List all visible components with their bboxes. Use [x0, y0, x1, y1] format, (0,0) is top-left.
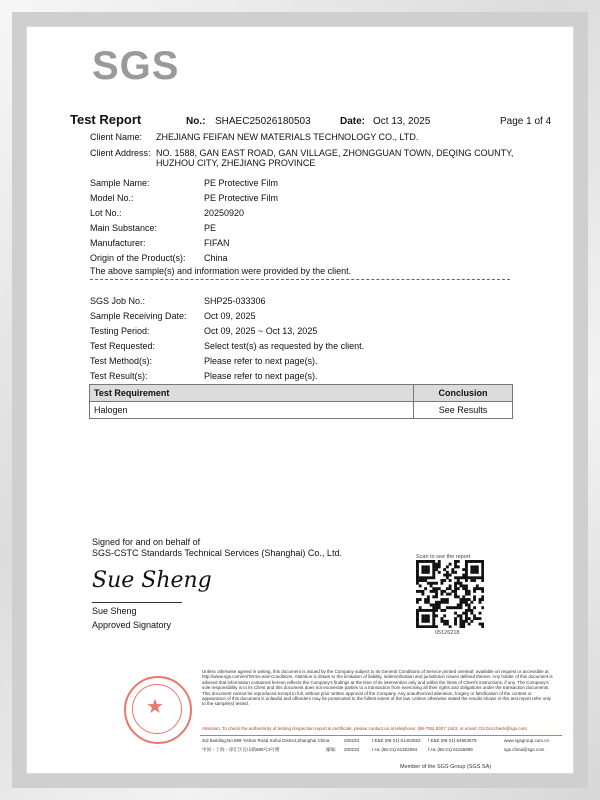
job-field-value: Please refer to next page(s).: [204, 371, 318, 381]
table-cell-conclusion: See Results: [414, 402, 513, 419]
website: www.sgsgroup.com.cn: [504, 738, 550, 743]
address-en: 3rd Building,No.889 Yishan Road Xuhui District,Shanghai China: [202, 738, 330, 743]
sample-field-label: Model No.:: [90, 193, 134, 203]
sample-field-label: Sample Name:: [90, 178, 150, 188]
table-cell-requirement: Halogen: [90, 402, 414, 419]
sgs-logo: SGS: [92, 44, 180, 88]
sample-note: The above sample(s) and information were provided by the client.: [90, 266, 352, 276]
signatory-name: Sue Sheng: [92, 606, 137, 616]
sample-field-label: Manufacturer:: [90, 238, 146, 248]
footer-rule: [200, 735, 562, 736]
qr-code-number: 05126218: [435, 630, 460, 636]
sample-field-label: Lot No.:: [90, 208, 122, 218]
sample-field-value: PE Protective Film: [204, 178, 279, 188]
job-field-value: Select test(s) as requested by the client.: [204, 341, 365, 351]
qr-caption: Scan to see the report: [416, 554, 471, 560]
divider: [90, 279, 510, 280]
address-cn: 中国・上海・徐汇区宜山路889号3号楼: [202, 747, 280, 752]
signatory-title: Approved Signatory: [92, 620, 172, 630]
job-field-label: Sample Receiving Date:: [90, 311, 187, 321]
fax-ee: f E&E (86-21) 64953679: [428, 738, 477, 743]
tel-ee: t E&E (86-21) 61402553: [372, 738, 421, 743]
star-icon: ★: [146, 696, 164, 718]
signed-company-line: SGS-CSTC Standards Technical Services (Shanghai) Co., Ltd.: [92, 548, 342, 558]
handwritten-signature: Sue Sheng: [92, 568, 212, 593]
fax-hl: f HL (86-21) 61156899: [428, 747, 473, 752]
test-requirement-table: [89, 384, 513, 419]
signature-line: [92, 602, 182, 603]
job-field-value: Oct 09, 2025 ~ Oct 13, 2025: [204, 326, 318, 336]
sample-field-value: FIFAN: [204, 238, 230, 248]
job-field-value: Please refer to next page(s).: [204, 356, 318, 366]
sample-field-value: China: [204, 253, 228, 263]
job-field-label: Testing Period:: [90, 326, 150, 336]
report-page: [26, 26, 574, 774]
qr-code-graphic: [416, 560, 484, 628]
client-name-label: Client Name:: [90, 132, 143, 142]
job-field-value: Oct 09, 2025: [204, 311, 256, 321]
client-address-label: Client Address:: [90, 148, 151, 158]
table-row: [90, 402, 513, 419]
table-header-conclusion: Conclusion: [414, 385, 513, 402]
sample-field-label: Main Substance:: [90, 223, 158, 233]
terms-fine-print: Unless otherwise agreed in writing, this document is issued by the Company subject to its General Conditions of Service printed overleaf, available on request or accessible at http://www.sgs.com/en/Terms-and-Conditions. Attention is drawn to the limitation of liability, indemnification and jurisdiction issues defined therein. Any holder of this document is advised that information contained hereon reflects the Company's findings at the time of its intervention only and within the limits of Client's instructions, if any. The Company's sole responsibility is to its Client and this document does not exonerate parties to a transaction from exercising all their rights and obligations under the transaction documents. This document cannot be reproduced except in full, without prior written approval of the Company. Any unauthorized alteration, forgery or falsification of the content or appearance of this document is unlawful and offenders may be prosecuted to the fullest extent of the law. Unless otherwise stated the results shown in this test report refer only to the sample(s) tested.: [202, 669, 553, 707]
client-name-value: ZHEJIANG FEIFAN NEW MATERIALS TECHNOLOGY CO., LTD.: [156, 132, 419, 142]
job-field-label: Test Requested:: [90, 341, 156, 351]
client-address-line2: HUZHOU CITY, ZHEJIANG PROVINCE: [156, 158, 316, 168]
zip-cn-label: 邮编:: [326, 747, 337, 752]
sample-field-value: 20250920: [204, 208, 245, 218]
table-header-row: [90, 385, 513, 402]
job-field-value: SHP25-033306: [204, 296, 266, 306]
zip-cn: 200233: [344, 747, 360, 752]
tel-hl: t HL (86-21) 61402594: [372, 747, 418, 752]
job-field-label: Test Method(s):: [90, 356, 153, 366]
report-no-label: No.:: [186, 116, 206, 127]
official-seal: [124, 676, 192, 744]
email: sgs.china@sgs.com: [504, 747, 545, 752]
report-date-value: Oct 13, 2025: [373, 116, 431, 127]
sgs-group-member: Member of the SGS Group (SGS SA): [400, 764, 492, 770]
qr-code: [416, 560, 484, 628]
sample-field-value: PE Protective Film: [204, 193, 279, 203]
signed-behalf-line: Signed for and on behalf of: [92, 537, 201, 547]
table-header-requirement: Test Requirement: [90, 385, 414, 402]
job-field-label: Test Result(s):: [90, 371, 148, 381]
sample-field-value: PE: [204, 223, 217, 233]
report-title: Test Report: [70, 112, 142, 127]
report-no-value: SHAEC25026180503: [215, 116, 311, 127]
report-date-label: Date:: [340, 116, 366, 127]
page-indicator: Page 1 of 4: [500, 116, 552, 127]
zip-en: 200233: [344, 738, 360, 743]
sample-field-label: Origin of the Product(s):: [90, 253, 186, 263]
job-field-label: SGS Job No.:: [90, 296, 146, 306]
client-address-line1: NO. 1588, GAN EAST ROAD, GAN VILLAGE, ZHONGGUAN TOWN, DEQING COUNTY,: [156, 148, 514, 158]
authenticity-notice: Attention: To check the authenticity of testing /inspection report & certificate, please contact us at telephone: (86-755) 8307 1443, or email: CN.Doccheck@sgs.com: [202, 726, 527, 731]
